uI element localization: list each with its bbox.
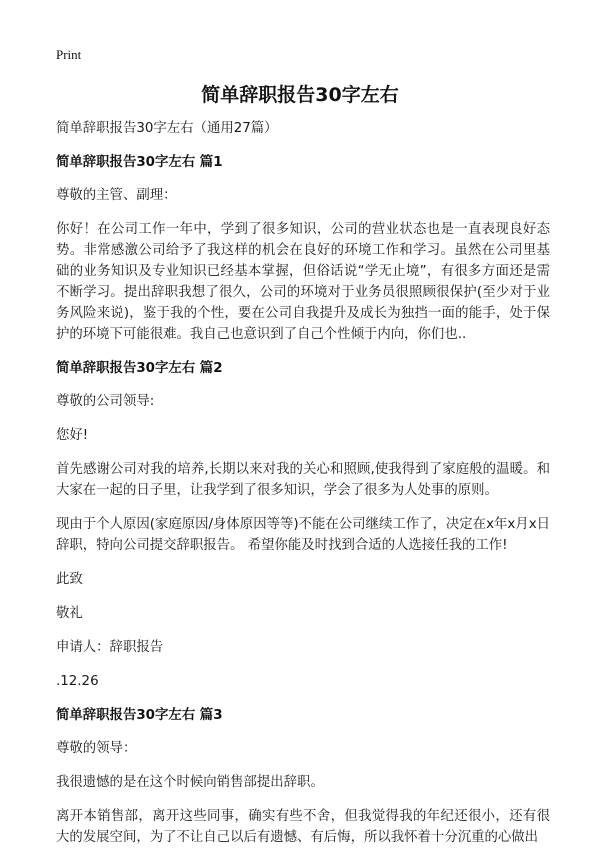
body-paragraph: 你好！在公司工作一年中，学到了很多知识，公司的营业状态也是一直表现良好态势。非常感激公司给予了我这样的机会在良好的环境工作和学习。虽然在公司里基础的业务知识及专业知识已经基本掌握，但俗话说“学无止境”，有很多方面还是需不断学习。提出辞职我想了很久，公司的环境对于业务员很照顾很保护(至少对于业务风险来说)，鉴于我的个性，要在公司自我提升及成长为独挡一面的能手，处于保护的环境下可能很难。我自己也意识到了自己个性倾于内向，你们也.. — [56, 222, 550, 342]
signature-line: 申请人：辞职报告 — [56, 640, 164, 655]
salutation: 尊敬的主管、副理： — [56, 188, 177, 203]
greeting: 您好! — [56, 428, 89, 443]
document-title: 简单辞职报告30字左右 — [201, 84, 399, 106]
salutation: 尊敬的领导： — [56, 741, 137, 756]
body-paragraph: 离开本销售部，离开这些同事，确实有些不舍，但我觉得我的年纪还很小，还有很大的发展空间，为了不让自己以后有遗憾、有后悔，所以我怀着十分沉重的心做出 — [56, 809, 550, 845]
body-paragraph: 首先感谢公司对我的培养,长期以来对我的关心和照顾,使我得到了家庭般的温暖。和大家在一起的日子里，让我学到了很多知识，学会了很多为人处事的原则。 — [56, 462, 550, 498]
section-heading: 简单辞职报告30字左右 篇2 — [56, 361, 223, 376]
document-subtitle: 简单辞职报告30字左右（通用27篇） — [56, 121, 278, 136]
closing-salute: 敬礼 — [56, 606, 83, 621]
document-body — [56, 118, 550, 861]
salutation: 尊敬的公司领导: — [56, 394, 155, 409]
body-paragraph: 我很遗憾的是在这个时候向销售部提出辞职。 — [56, 775, 324, 790]
section-heading: 简单辞职报告30字左右 篇3 — [56, 708, 223, 723]
body-paragraph: 现由于个人原因(家庭原因/身体原因等等)不能在公司继续工作了，决定在x年x月x日辞职，特向公司提交辞职报告。 希望你能及时找到合适的人选接任我的工作! — [56, 517, 551, 553]
date-line: .12.26 — [56, 674, 99, 689]
closing-line: 此致 — [56, 572, 83, 587]
print-label: Print — [56, 47, 82, 62]
section-heading: 简单辞职报告30字左右 篇1 — [56, 155, 223, 170]
